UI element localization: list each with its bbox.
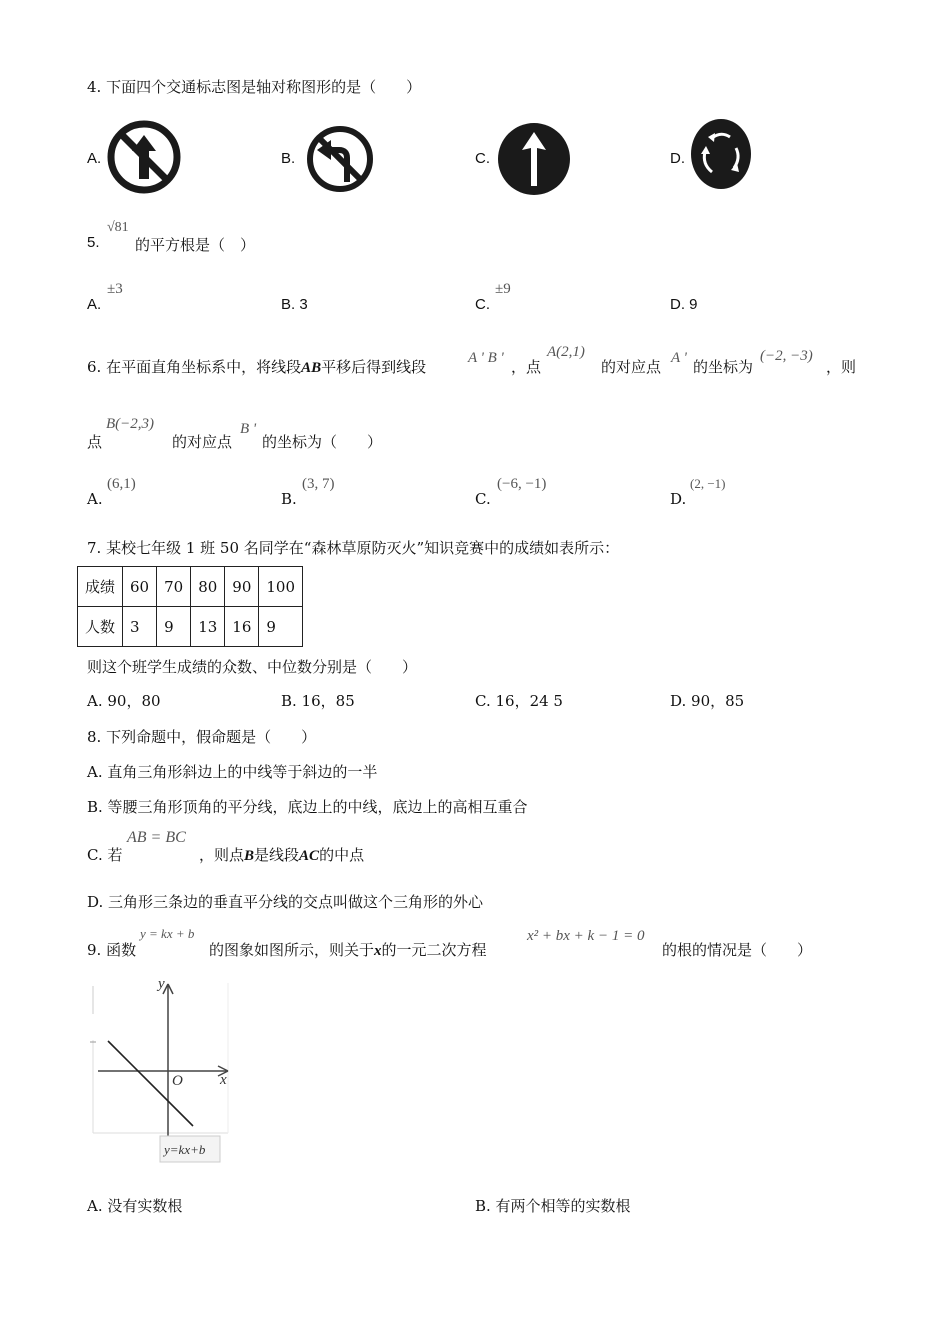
q6-text-coord: 的坐标为 [693, 358, 754, 376]
q6-option-d-label: D. [670, 490, 687, 508]
table-cell: 16 [225, 607, 259, 647]
q7-option-c: C. 16，24 5 [475, 692, 563, 710]
table-row [78, 607, 303, 647]
q4-option-a-label: A. [87, 150, 102, 167]
q5-number: 5. [87, 234, 100, 251]
q8-option-c-math: AB = BC [127, 829, 186, 846]
no-straight-through-sign-icon [106, 119, 182, 195]
table-cell: 3 [123, 607, 157, 647]
table-cell: 60 [123, 567, 157, 607]
q8-option-b: B. 等腰三角形顶角的平分线，底边上的中线，底边上的高相互重合 [87, 798, 528, 816]
q9-lead: 9. 函数 [87, 941, 137, 959]
q6-text-corresponding: 的对应点 [601, 358, 662, 376]
q5-option-a-label: A. [87, 296, 102, 313]
q6-line1: 6. 在平面直角坐标系中，将线段AB平移后得到线段 [87, 358, 427, 376]
q8-option-a: A. 直角三角形斜边上的中线等于斜边的一半 [87, 763, 378, 781]
graph-origin-label: O [172, 1073, 183, 1089]
q7-option-a: A. 90，80 [87, 692, 161, 710]
table-cell: 100 [259, 567, 303, 607]
q6-point-a: A(2,1) [547, 344, 585, 360]
q6-text-point2: 点 [87, 433, 103, 451]
q9-tail: 的根的情况是（ ） [662, 941, 813, 959]
q5-radical: √81 [107, 220, 129, 235]
q7-option-b: B. 16，85 [281, 692, 355, 710]
q8-stem: 8. 下列命题中，假命题是（ ） [87, 728, 317, 746]
table-cell: 80 [191, 567, 225, 607]
table-cell: 13 [191, 607, 225, 647]
table-cell: 9 [259, 607, 303, 647]
graph-x-label: x [220, 1072, 227, 1088]
q6-text-coord2: 的坐标为（ ） [262, 433, 383, 451]
q5-tail: 的平方根是（ ） [135, 236, 256, 254]
table-cell: 9 [157, 607, 191, 647]
q6-option-c-value: (−6, −1) [497, 476, 547, 492]
no-left-turn-sign-icon [305, 124, 375, 194]
table-cell: 人数 [78, 607, 123, 647]
q4-stem: 4. 下面四个交通标志图是轴对称图形的是（ ） [87, 78, 422, 96]
q6-option-a-label: A. [87, 490, 103, 508]
q6-option-d-value: (2, −1) [690, 476, 726, 491]
q9-option-a: A. 没有实数根 [87, 1197, 183, 1215]
straight-ahead-arrow-sign-icon [497, 122, 571, 196]
q6-option-b-label: B. [281, 490, 297, 508]
table-cell: 成绩 [78, 567, 123, 607]
q8-option-d: D. 三角形三条边的垂直平分线的交点叫做这个三角形的外心 [87, 893, 484, 911]
q6-point-a-prime: A ' [671, 350, 687, 366]
q5-option-b: B. 3 [281, 296, 308, 313]
q8-option-c-label: C. 若 [87, 846, 123, 864]
q6-point-b-prime: B ' [240, 421, 257, 437]
graph-y-label: y [158, 976, 165, 992]
q4-option-b-label: B. [281, 150, 296, 167]
q5-option-c-label: C. [475, 296, 490, 313]
roundabout-sign-icon [690, 118, 752, 190]
q8-option-c-rest: ，则点B是线段AC的中点 [199, 846, 365, 864]
table-row [78, 567, 303, 607]
q5-option-c-value: ±9 [495, 281, 511, 297]
q9-function: y = kx + b [140, 926, 195, 941]
q6-seg-prime: A ' B ' [468, 350, 504, 366]
q4-option-d-label: D. [670, 150, 685, 167]
table-cell: 90 [225, 567, 259, 607]
q7-stem: 7. 某校七年级 1 班 50 名同学在“森林草原防灭火”知识竞赛中的成绩如表所示： [87, 539, 620, 557]
q7-question: 则这个班学生成绩的众数、中位数分别是（ ） [87, 658, 418, 676]
q6-text-then: ，则 [826, 358, 857, 376]
q7-score-table [77, 566, 303, 647]
q6-point-b: B(−2,3) [106, 416, 155, 432]
q6-option-c-label: C. [475, 490, 491, 508]
q9-option-b: B. 有两个相等的实数根 [475, 1197, 631, 1215]
q9-graph [88, 978, 238, 1168]
q9-text: 的图象如图所示，则关于x的一元二次方程 [209, 941, 487, 959]
q9-equation: x² + bx + k − 1 = 0 [527, 928, 645, 944]
q6-text-point: ，点 [511, 358, 542, 376]
q5-option-d: D. 9 [670, 296, 698, 313]
q6-option-a-value: (6,1) [107, 476, 136, 492]
graph-caption: y=kx+b [164, 1142, 206, 1157]
q6-text-corresponding2: 的对应点 [172, 433, 233, 451]
q7-option-d: D. 90，85 [670, 692, 745, 710]
q5-option-a-value: ±3 [107, 281, 123, 297]
q4-option-c-label: C. [475, 150, 490, 167]
q6-coord-a-prime: (−2, −3) [760, 348, 813, 364]
table-cell: 70 [157, 567, 191, 607]
q6-option-b-value: (3, 7) [302, 476, 335, 492]
